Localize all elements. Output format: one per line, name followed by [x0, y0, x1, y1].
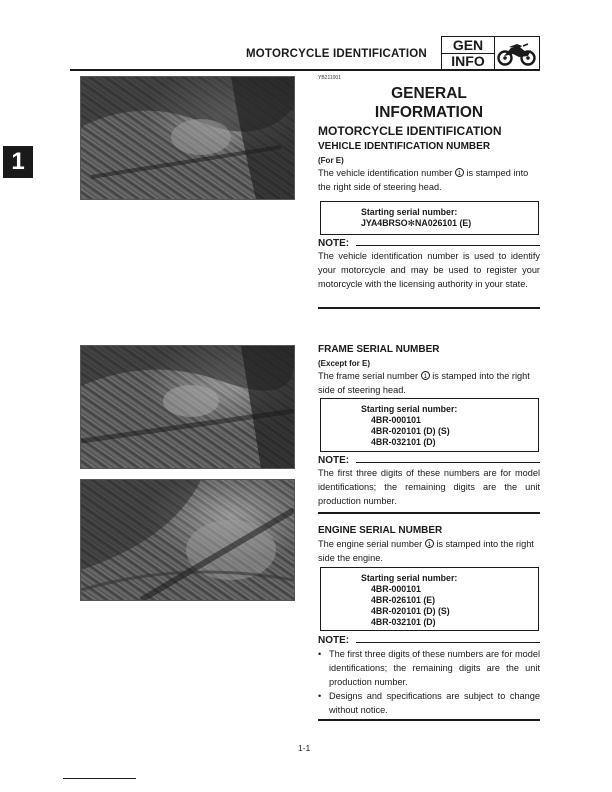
callout-1: 1	[455, 168, 464, 177]
list-item	[318, 647, 540, 689]
engine-text-before: The engine serial number	[318, 539, 423, 549]
steering-head-photo	[80, 76, 295, 200]
engine-note-bullet-2: Designs and specifications are subject to change without notice.	[329, 691, 540, 715]
frame-box-value-2: 4BR-020101 (D) (S)	[371, 426, 450, 436]
bullet-icon: •	[318, 649, 322, 659]
engine-box-value-3: 4BR-020101 (D) (S)	[371, 606, 450, 616]
engine-serial-box	[320, 567, 539, 631]
frame-box-label: Starting serial number:	[361, 404, 458, 414]
vin-text-after: is stamped into the right side of steering head.	[318, 168, 529, 192]
frame-note-rule	[356, 462, 540, 463]
doc-code: YB211001	[318, 75, 341, 81]
vin-title: VEHICLE IDENTIFICATION NUMBER	[318, 141, 491, 152]
frame-serial-box	[320, 398, 539, 452]
vin-note-rule	[356, 245, 540, 246]
vin-qualifier: (For E)	[318, 156, 344, 165]
vin-box-label: Starting serial number:	[361, 207, 458, 217]
vin-note-end-rule	[318, 307, 540, 309]
footer-rule	[63, 778, 136, 779]
engine-description	[318, 537, 540, 565]
page-number: 1-1	[298, 743, 311, 753]
engine-title: ENGINE SERIAL NUMBER	[318, 525, 443, 536]
vin-note-label: NOTE:	[318, 238, 350, 249]
general-information-heading	[318, 84, 540, 122]
frame-box-value-3: 4BR-032101 (D)	[371, 437, 436, 447]
section-title: MOTORCYCLE IDENTIFICATION	[246, 48, 427, 60]
engine-note-bullet-1: The first three digits of these numbers are for model identifications; the remaining digits are the unit production number.	[329, 649, 540, 687]
frame-box-value-1: 4BR-000101	[371, 415, 421, 425]
motorcycle-icon	[495, 37, 538, 69]
motorcycle-identification-title: MOTORCYCLE IDENTIFICATION	[318, 124, 502, 138]
motorcycle-badge	[495, 36, 540, 70]
bullet-icon: •	[318, 691, 322, 701]
heading-line-2: INFORMATION	[374, 104, 484, 121]
vin-description	[318, 166, 540, 194]
badge-gen-label: GEN	[442, 37, 494, 54]
callout-1: 1	[425, 539, 434, 548]
engine-box-value-4: 4BR-032101 (D)	[371, 617, 436, 627]
vin-serial-box	[320, 201, 539, 235]
vin-note-text: The vehicle identification number is used to identify your motorcycle and may be used to register your motorcycle with the licensing authority in your state.	[318, 251, 540, 289]
frame-note-label: NOTE:	[318, 455, 350, 466]
engine-box-value-1: 4BR-000101	[371, 584, 421, 594]
header-rule	[70, 69, 540, 71]
engine-note-label: NOTE:	[318, 635, 350, 646]
frame-text-after: is stamped into the right side of steering head.	[318, 371, 530, 395]
gen-info-badge	[441, 36, 495, 70]
frame-title: FRAME SERIAL NUMBER	[318, 344, 440, 355]
frame-number-photo	[80, 345, 295, 469]
engine-box-value-2: 4BR-026101 (E)	[371, 595, 436, 605]
frame-qualifier: (Except for E)	[318, 359, 371, 368]
callout-1: 1	[421, 371, 430, 380]
heading-line-1: GENERAL	[391, 85, 467, 102]
frame-text-before: The frame serial number	[318, 371, 419, 381]
engine-note-list	[318, 647, 540, 717]
engine-note-end-rule	[318, 719, 540, 721]
badge-info-label: INFO	[451, 53, 485, 69]
frame-note-text: The first three digits of these numbers are for model identifications; the remaining digits are the unit production number.	[318, 468, 540, 506]
engine-note-rule	[356, 642, 540, 643]
engine-box-label: Starting serial number:	[361, 573, 458, 583]
chapter-tab: 1	[3, 146, 33, 178]
frame-note-end-rule	[318, 512, 540, 514]
engine-text-after: is stamped into the right side the engine.	[318, 539, 534, 563]
frame-description	[318, 369, 540, 397]
vin-text-before: The vehicle identification number	[318, 168, 453, 178]
list-item	[318, 689, 540, 717]
vin-box-value: JYA4BRSO✻NA026101 (E)	[361, 218, 472, 228]
engine-number-photo	[80, 479, 295, 601]
